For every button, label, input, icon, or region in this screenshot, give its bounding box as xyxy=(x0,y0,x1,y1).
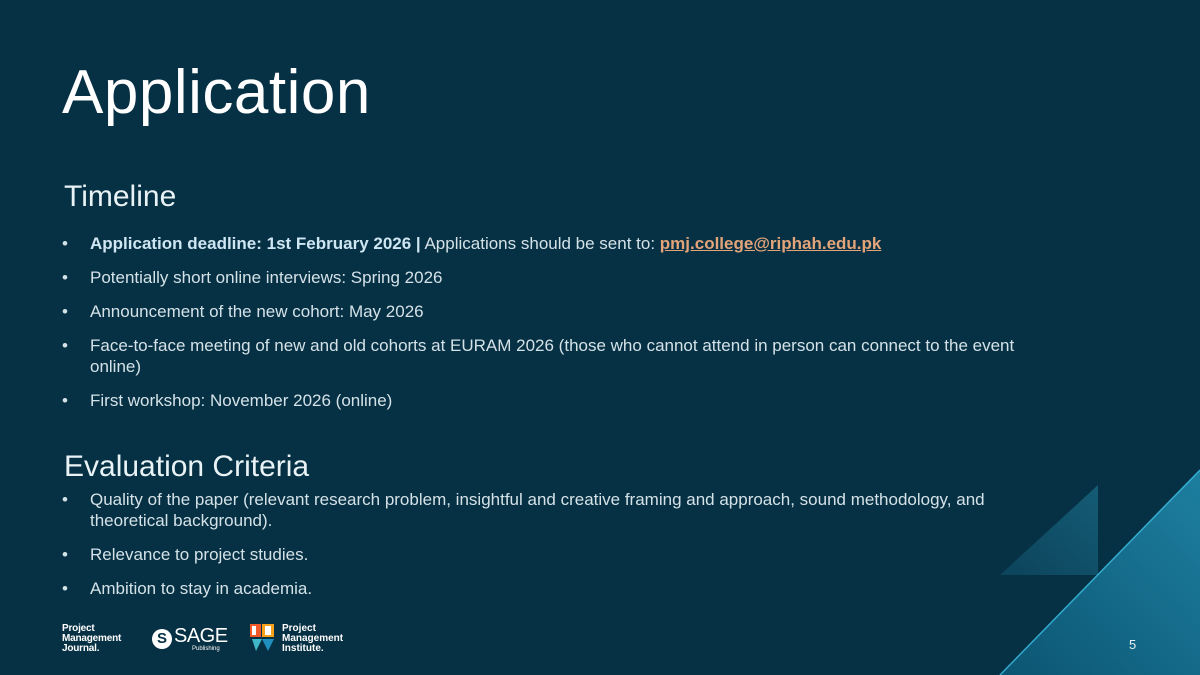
list-item-text: Face-to-face meeting of new and old cohorts at EURAM 2026 (those who cannot attend in person can connect to the event online) xyxy=(90,336,1015,376)
sage-logo: S SAGE Publishing xyxy=(152,626,228,652)
list-item xyxy=(62,578,1002,599)
list-item xyxy=(62,233,1052,254)
list-item xyxy=(62,544,1002,565)
criteria-list xyxy=(62,489,1002,612)
deadline-label: Application deadline: 1st February 2026 | xyxy=(90,234,421,253)
list-item xyxy=(62,301,1052,322)
sage-mark-icon: S xyxy=(152,629,172,649)
list-item xyxy=(62,335,1052,377)
pmi-logo: Project Management Institute. xyxy=(250,624,343,654)
deco-triangle-back xyxy=(1000,485,1098,575)
email-link[interactable]: pmj.college@riphah.edu.pk xyxy=(659,234,882,253)
list-item xyxy=(62,267,1052,288)
list-item xyxy=(62,489,1002,531)
list-item-text: First workshop: November 2026 (online) xyxy=(90,391,393,410)
list-item-text: Relevance to project studies. xyxy=(90,545,309,564)
page-number: 5 xyxy=(1129,637,1137,652)
list-item-text: Applications should be sent to: xyxy=(420,234,660,253)
list-item-text: Potentially short online interviews: Spring 2026 xyxy=(90,268,443,287)
slide-title: Application xyxy=(62,58,371,127)
criteria-heading: Evaluation Criteria xyxy=(64,450,310,483)
list-item-text: Quality of the paper (relevant research problem, insightful and creative framing and approach, sound methodology, and theoretical background). xyxy=(90,490,985,530)
timeline-heading: Timeline xyxy=(64,180,177,213)
list-item-text: Ambition to stay in academia. xyxy=(90,579,313,598)
pmj-logo: Project Management Journal. xyxy=(62,623,122,654)
list-item xyxy=(62,390,1052,411)
timeline-list xyxy=(62,233,1052,424)
list-item-text: Announcement of the new cohort: May 2026 xyxy=(90,302,424,321)
pmi-mark-icon xyxy=(250,624,276,652)
